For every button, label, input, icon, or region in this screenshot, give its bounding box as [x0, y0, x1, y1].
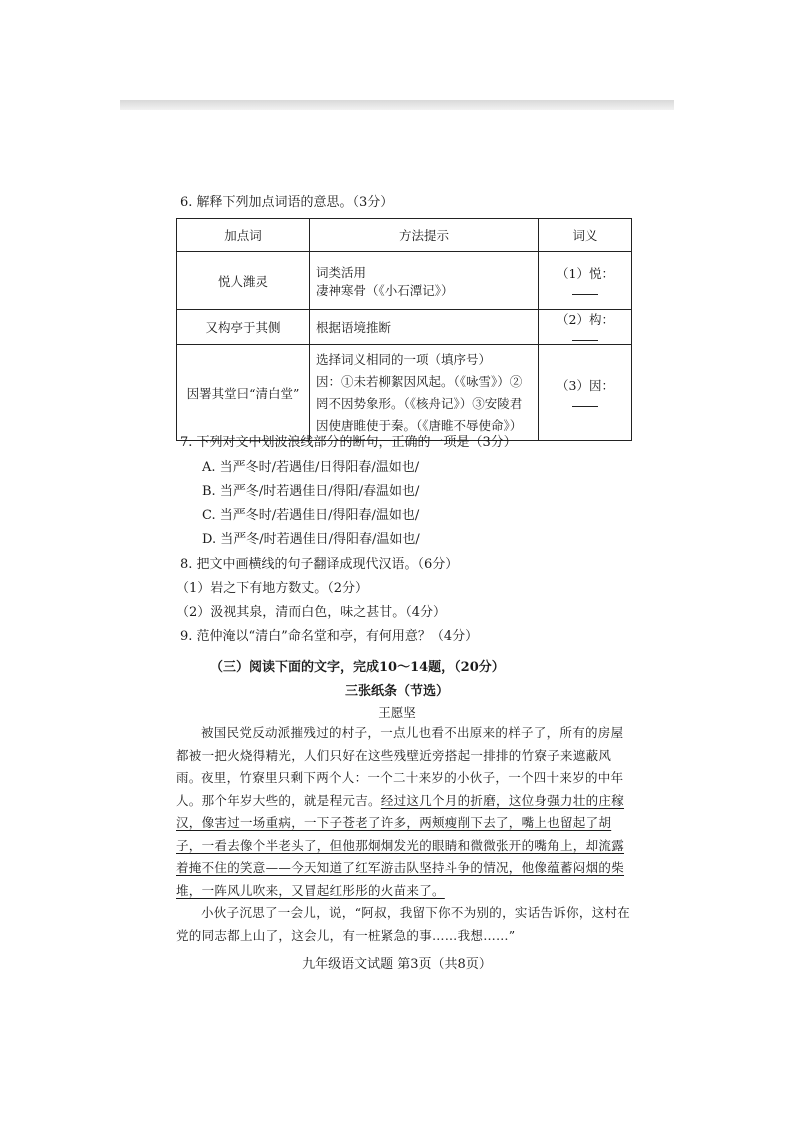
answer-blank[interactable] — [572, 328, 598, 341]
meaning-label: （3）因： — [556, 377, 614, 393]
question-8-title: 8. 把文中画横线的句子翻译成现代汉语。（6分） — [180, 557, 459, 572]
table-row — [177, 310, 632, 345]
article-author: 王愿坚 — [378, 705, 416, 720]
table-cell-hint — [310, 252, 539, 310]
option-d[interactable]: D. 当严冬/时若遇佳日/得阳春/温如也/ — [202, 532, 420, 547]
hint-line: 根据语境推断 — [316, 320, 392, 335]
exam-page — [120, 110, 674, 990]
question-8-item: （1）岩之下有地方数丈。（2分） — [176, 581, 369, 596]
answer-blank[interactable] — [572, 282, 598, 295]
page-footer: 九年级语文试题 第3页（共8页） — [302, 957, 492, 972]
question-6-table — [176, 218, 632, 441]
question-8-item: （2）汲视其泉，清而白色，味之甚甘。（4分） — [176, 605, 447, 620]
table-header: 加点词 — [177, 219, 310, 252]
article-paragraph — [176, 767, 632, 903]
table-cell-word: 悦人潍灵 — [177, 252, 310, 310]
meaning-label: （1）悦： — [556, 265, 614, 281]
hint-line: 因：①未若柳絮因风起。（《咏雪》）② — [316, 373, 523, 389]
table-header: 方法提示 — [310, 219, 539, 252]
table-header-row — [177, 219, 632, 252]
table-cell-meaning — [539, 310, 632, 345]
article-paragraph: 被国民党反动派摧残过的村子，一点儿也看不出原来的样子了，所有的房屋都被一把火烧得精光，人们只好在这些残壁近旁搭起一排排的竹寮子来遮蔽风雨。 — [176, 725, 624, 786]
question-6-title: 6. 解释下列加点词语的意思。（3分） — [180, 195, 394, 210]
table-cell-meaning — [539, 345, 632, 441]
underlined-sentence: 经过这几个月的折磨，这位身强力壮的庄稼汉，像害过一场重病，一下子苍老了许多，两颊瘦削下去了，嘴上也留起了胡子，一看去像个半老头了，但他那炯炯发光的眼睛和微微张开的嘴角上，却流露着掩不住的笑意——今天知道了红军游击队坚持斗争的情况，他像蕴蓄闷烟的柴堆，一阵风儿吹来，又冒起红彤彤的火苗来了。 — [176, 792, 625, 898]
article-paragraph: 小伙子沉思了一会儿，说，“阿叔，我留下你不为别的，实话告诉你，这村在党的同志都上山了，这会儿，有一桩紧急的事……我想……” — [176, 905, 631, 943]
answer-blank[interactable] — [572, 394, 598, 407]
section-heading: （三）阅读下面的文字，完成10～14题，（20分） — [210, 660, 505, 675]
table-header: 词义 — [539, 219, 632, 252]
hint-line: 凄神寒骨（《小石潭记》） — [316, 282, 454, 298]
paragraph-text: 夜里，竹寮里只剩下两个人：一个二十来岁的小伙子，一个四十来岁的中年人。那个年岁大些的，就是程元吉。 — [176, 770, 624, 808]
table-cell-word: 又构亭于其侧 — [177, 310, 310, 345]
table-cell-meaning — [539, 252, 632, 310]
scan-top-edge — [120, 100, 674, 110]
hint-line: 词类活用 — [316, 264, 367, 280]
option-c[interactable]: C. 当严冬时/若遇佳日/得阳春/温如也/ — [202, 508, 420, 523]
article-title: 三张纸条（节选） — [344, 684, 449, 699]
option-a[interactable]: A. 当严冬时/若遇佳/日得阳春/温如也/ — [202, 460, 420, 475]
table-cell-hint — [310, 345, 539, 441]
option-b[interactable]: B. 当严冬/时若遇佳日/得阳/春温如也/ — [202, 484, 420, 499]
table-row — [177, 252, 632, 310]
meaning-label: （2）构： — [556, 312, 614, 327]
hint-line: 选择词义相同的一项（填序号） — [316, 351, 492, 367]
table-cell-hint — [310, 310, 539, 345]
hint-line: 罔不因势象形。（《核舟记》）③安陵君 — [316, 395, 523, 411]
question-9-title: 9. 范仲淹以“清白”命名堂和亭，有何用意？（4分） — [180, 629, 479, 644]
question-7-title: 7. 下列对文中划波浪线部分的断句，正确的一项是（3分） — [180, 435, 517, 450]
hint-line: 因使唐睢使于秦。（《唐睢不辱使命》） — [316, 417, 523, 433]
table-row — [177, 345, 632, 441]
table-cell-word: 因署其堂曰“清白堂” — [177, 345, 310, 441]
